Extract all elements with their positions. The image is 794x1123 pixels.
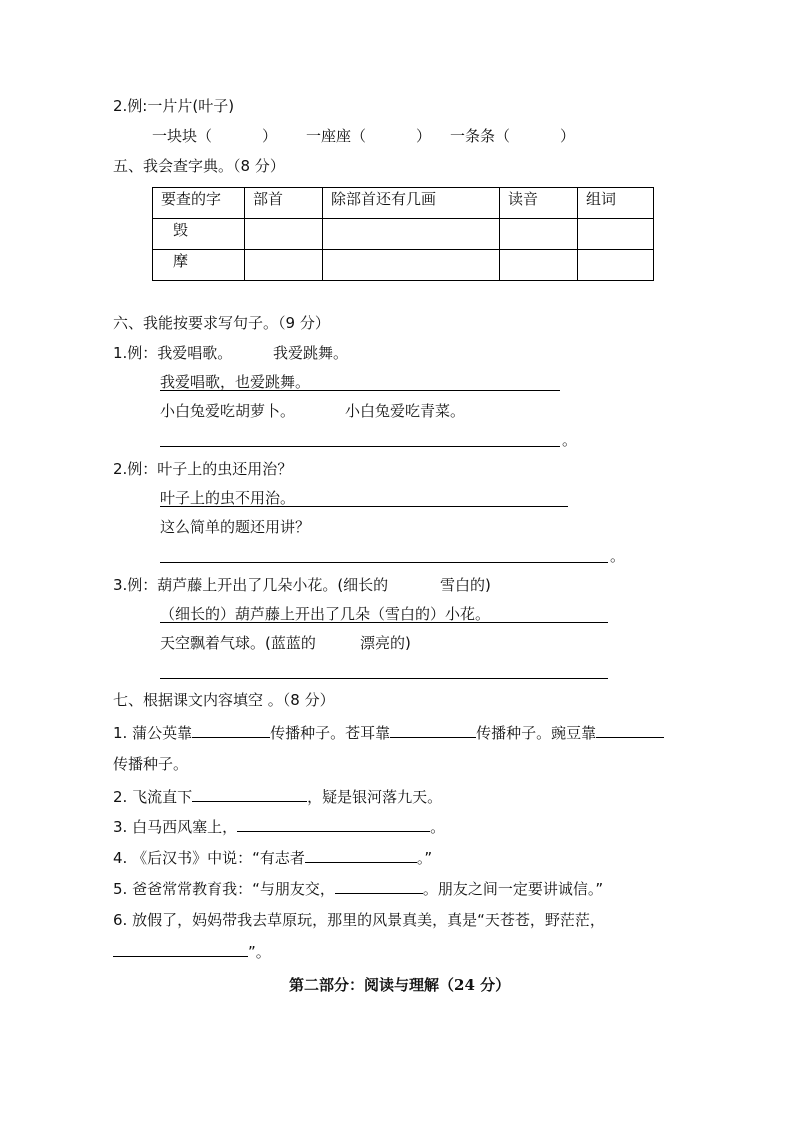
q4-2-item-1: 一块块（ ） — [152, 127, 278, 145]
q7-line-6-cont: ”。 — [113, 941, 271, 962]
answer-underline — [160, 622, 608, 623]
table-header: 读音 — [500, 188, 578, 219]
q6-ex3-question-b: 漂亮的) — [360, 634, 411, 652]
q6-ex1-label: 1.例：我爱唱歌。 — [113, 344, 233, 362]
q6-ex3-label: 3.例：葫芦藤上开出了几朵小花。(细长的 — [113, 576, 389, 594]
table-cell-blank[interactable] — [245, 250, 323, 281]
q7-line-5: 5. 爸爸常常教育我：“与朋友交， 。朋友之间一定要讲诚信。” — [113, 880, 604, 898]
q7-line-1-cont: 传播种子。 — [113, 755, 189, 773]
table-header: 部首 — [245, 188, 323, 219]
q6-ex1-question-b: 小白兔爱吃青菜。 — [345, 402, 466, 420]
fill-blank[interactable] — [192, 786, 307, 802]
q7-line-3: 3. 白马西风塞上， 。 — [113, 818, 446, 836]
q6-ex1-question: 小白兔爱吃胡萝卜。 — [160, 402, 296, 420]
fill-blank[interactable] — [305, 847, 417, 863]
table-cell-blank[interactable] — [323, 250, 500, 281]
fill-blank[interactable] — [390, 722, 476, 738]
table-cell-char: 摩 — [153, 250, 245, 281]
table-cell-blank[interactable] — [323, 219, 500, 250]
q4-2-example: 2.例:一片片(叶子) — [113, 97, 235, 115]
table-row — [153, 250, 654, 281]
fill-blank[interactable] — [237, 816, 430, 832]
table-header: 除部首还有几画 — [323, 188, 500, 219]
q7-line-4: 4. 《后汉书》中说：“有志者 。” — [113, 849, 433, 867]
q4-2-item-3: 一条条（ ） — [450, 127, 576, 145]
table-header: 要查的字 — [153, 188, 245, 219]
table-header-row — [153, 188, 654, 219]
answer-line[interactable] — [160, 446, 560, 447]
q5-title: 五、我会查字典。（8 分） — [113, 157, 285, 175]
q7-line-6: 6. 放假了，妈妈带我去草原玩，那里的风景真美，真是“天苍苍，野茫茫， — [113, 911, 605, 929]
q6-ex2-question: 这么简单的题还用讲？ — [160, 518, 311, 536]
q6-ex2-answer: 叶子上的虫不用治。 — [160, 489, 296, 507]
fill-blank[interactable] — [596, 722, 664, 738]
answer-underline — [160, 390, 560, 391]
answer-underline — [160, 506, 568, 507]
fill-blank[interactable] — [335, 878, 423, 894]
q6-ex2-end: 。 — [610, 547, 626, 565]
table-cell-blank[interactable] — [500, 219, 578, 250]
fill-blank[interactable] — [113, 941, 248, 957]
part2-title: 第二部分：阅读与理解（24 分） — [289, 976, 511, 994]
q7-title: 七、根据课文内容填空 。（8 分） — [113, 691, 335, 709]
dictionary-table — [152, 187, 654, 281]
table-cell-blank[interactable] — [578, 219, 654, 250]
q7-line-2: 2. 飞流直下 ，疑是银河落九天。 — [113, 788, 443, 806]
q6-ex1-label-b: 我爱跳舞。 — [273, 344, 349, 362]
q6-ex1-answer: 我爱唱歌，也爱跳舞。 — [160, 373, 311, 391]
table-cell-blank[interactable] — [500, 250, 578, 281]
answer-line[interactable] — [160, 678, 608, 679]
answer-line[interactable] — [160, 562, 608, 563]
table-row — [153, 219, 654, 250]
q6-ex1-end: 。 — [562, 431, 578, 449]
q6-ex3-answer: （细长的）葫芦藤上开出了几朵（雪白的）小花。 — [160, 605, 491, 623]
q6-ex2-label: 2.例：叶子上的虫还用治？ — [113, 460, 293, 478]
q7-line-1: 1. 蒲公英靠 传播种子。苍耳靠 传播种子。豌豆靠 — [113, 722, 664, 743]
table-cell-blank[interactable] — [245, 219, 323, 250]
table-cell-blank[interactable] — [578, 250, 654, 281]
q6-ex3-label-b: 雪白的) — [440, 576, 491, 594]
q4-2-item-2: 一座座（ ） — [306, 127, 432, 145]
table-cell-char: 毁 — [153, 219, 245, 250]
table-header: 组词 — [578, 188, 654, 219]
fill-blank[interactable] — [192, 722, 270, 738]
q6-title: 六、我能按要求写句子。（9 分） — [113, 314, 330, 332]
q6-ex3-question: 天空飘着气球。(蓝蓝的 — [160, 634, 316, 652]
